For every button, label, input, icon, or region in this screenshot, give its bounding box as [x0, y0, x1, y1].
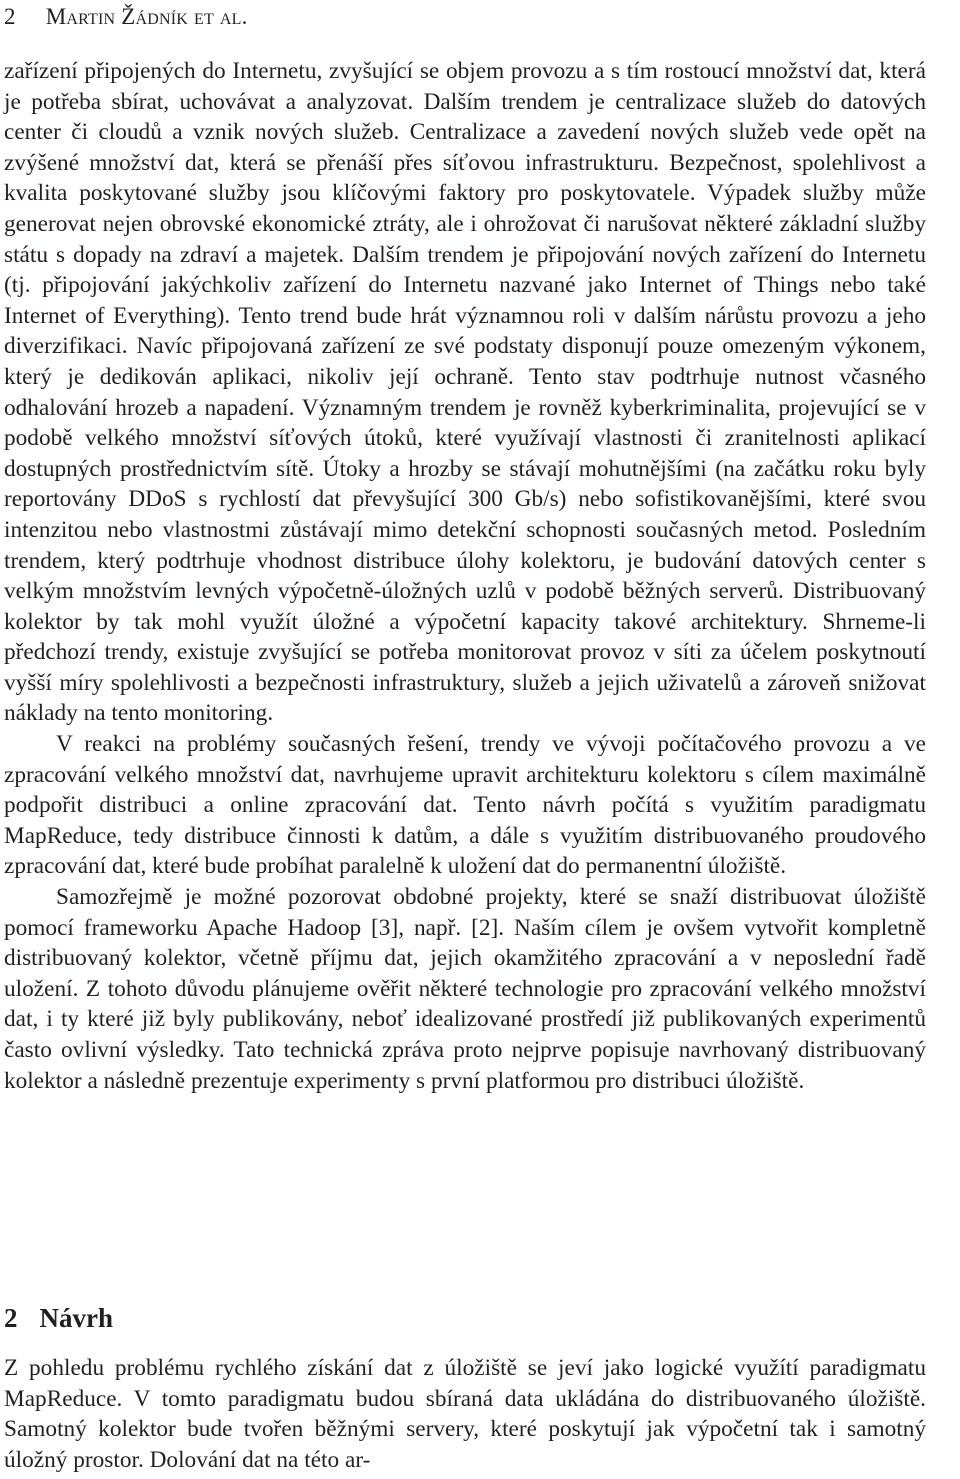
paragraph-proposal: V reakci na problémy současných řešení, trendy ve vývoji počítačového provozu a ve zpracování velkého množství dat, navrhujeme upravit architekturu kolektoru s cílem maximálně podpořit distribuci a online zpracování dat. Tento návrh počítá s využitím paradigmatu MapReduce, tedy distribuce činnosti k datům, a dále s využitím distribuovaného proudového zpracování dat, které bude probíhat paralelně k uložení dat do permanentní úložiště. — [4, 731, 926, 880]
section-body — [4, 1353, 926, 1475]
section-title: Návrh — [39, 1303, 113, 1333]
section-number: 2 — [4, 1303, 18, 1333]
section-paragraph: Z pohledu problému rychlého získání dat z úložiště se jeví jako logické využítí paradigmatu MapReduce. V tomto paradigmatu budou sbíraná data ukládána do distribuovaného úložiště. Samotný kolektor bude tvořen běžnými servery, které poskytují jak výpočetní tak i samotný úložný prostor. Dolování dat na této ar- — [4, 1355, 926, 1473]
section-heading — [4, 1300, 113, 1336]
running-head-authors: Martin Žádník et al. — [45, 4, 248, 29]
paragraph-related-work: Samozřejmě je možné pozorovat obdobné projekty, které se snaží distribuovat úložiště pomocí frameworku Apache Hadoop [3], např. [2]. Naším cílem je ovšem vytvořit kompletně distribuovaný kolektor, včetně příjmu dat, jejich okamžitého zpracování a v neposlední řadě uložení. Z tohoto důvodu plánujeme ověřit některé technologie pro zpracování velkého množství dat, i ty které již byly publikovány, neboť idealizované prostředí již publikovaných experimentů často ovlivní výsledky. Tato technická zpráva proto nejprve popisuje navrhovaný distribuovaný kolektor a následně prezentuje experimenty s první platformou pro distribuci úložiště. — [4, 884, 926, 1094]
body-text — [4, 56, 926, 1096]
paragraph-continuation: zařízení připojených do Internetu, zvyšující se objem provozu a s tím rostoucí množství dat, která je potřeba sbírat, uchovávat a analyzovat. Dalším trendem je centralizace služeb do datových center či cloudů a vznik nových služeb. Centralizace a zavedení nových služeb vede opět na zvýšené množství dat, která se přenáší přes síťovou infrastrukturu. Bezpečnost, spolehlivost a kvalita poskytované služby jsou klíčovými faktory pro poskytovatele. Výpadek služby může generovat nejen obrovské ekonomické ztráty, ale i ohrožovat či narušovat některé základní služby státu s dopady na zdraví a majetek. Dalším trendem je připojování nových zařízení do Internetu (tj. připojování jakýchkoliv zařízení do Internetu nazvané jako Internet of Things nebo také Internet of Everything). Tento trend bude hrát významnou roli v dalším nárůstu provozu a jeho diverzifikaci. Navíc připojovaná zařízení ze své podstaty disponují pouze omezeným výkonem, který je dedikován aplikaci, nikoliv její ochraně. Tento stav podtrhuje nutnost včasného odhalování hrozeb a napadení. Významným trendem je rovněž kyberkriminalita, projevující se v podobě velkého množství síťových útoků, které využívají vlastnosti či zranitelnosti aplikací dostupných prostřednictvím sítě. Útoky a hrozby se stávají mohutnějšími (na začátku roku byly reportovány DDoS s rychlostí dat převyšující 300 Gb/s) nebo sofistikovanějšími, které svou intenzitou nebo vlastnostmi zůstávají mimo detekční schopnosti současných metod. Posledním trendem, který podtrhuje vhodnost distribuce úlohy kolektoru, je budování datových center s velkým množstvím levných výpočetně-úložných uzlů v podobě běžných serverů. Distribuovaný kolektor by tak mohl využít úložné a výpočetní kapacity takové architektury. Shrneme-li předchozí trendy, existuje zvyšující se potřeba monitorovat provoz v síti za účelem poskytnoutí vyšší míry spolehlivosti a bezpečnosti infrastruktury, služeb a jejich uživatelů a zároveň snižovat náklady na tento monitoring. — [4, 58, 926, 727]
running-head — [4, 2, 248, 32]
page-number: 2 — [4, 4, 16, 29]
